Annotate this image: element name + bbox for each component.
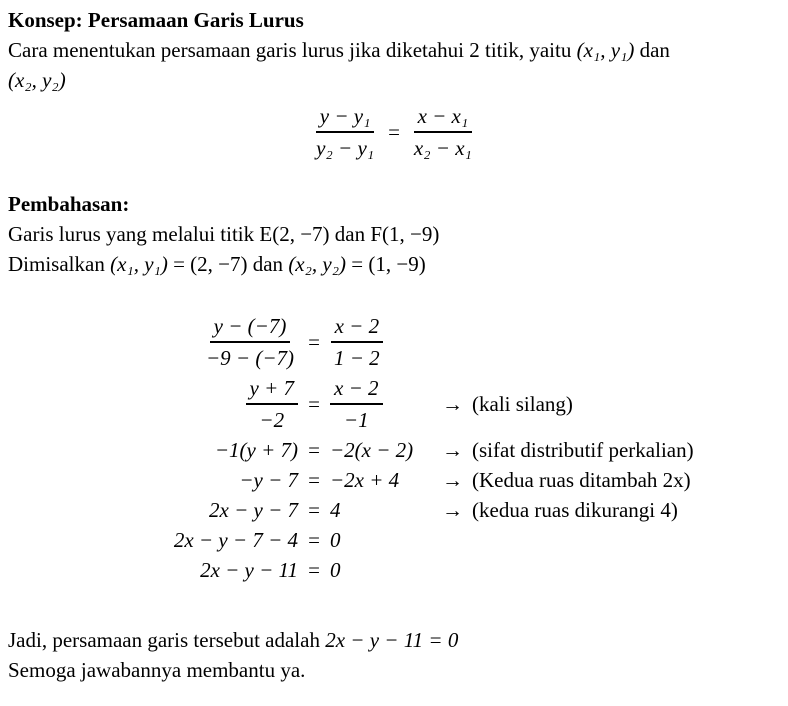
step-7 <box>8 555 780 585</box>
equation-steps <box>8 311 780 585</box>
fraction-left <box>312 101 378 163</box>
intro-line-2 <box>8 65 780 95</box>
conclusion-equation: 2x − y − 11 = 0 <box>325 628 459 652</box>
step-note <box>442 389 573 419</box>
equation-lhs: 2x − y − 7 <box>209 498 298 522</box>
fraction-numerator: y − (−7) <box>210 311 291 343</box>
step-note-text: (Kedua ruas ditambah 2x) <box>472 468 691 492</box>
assumption-math-1: (x₁, y₁) <box>110 252 168 276</box>
assumption-text-2: = (2, −7) dan <box>167 252 289 276</box>
equation-rhs: 0 <box>330 528 341 552</box>
fraction-denominator: y₂ − y₁ <box>316 136 375 160</box>
equation-rhs: 0 <box>330 558 341 582</box>
arrow-icon: → <box>442 438 463 462</box>
assumption-line <box>8 249 780 279</box>
equation-lhs: 2x − y − 11 <box>200 558 298 582</box>
step-note <box>442 495 678 525</box>
equals-sign: = <box>308 438 320 462</box>
fraction <box>202 311 298 373</box>
equals-sign: = <box>308 498 320 522</box>
equals-sign: = <box>308 468 320 492</box>
arrow-icon: → <box>442 392 463 416</box>
general-formula <box>8 101 780 163</box>
intro-math-point2: (x₂, y₂) <box>8 68 66 92</box>
step-2 <box>8 373 780 435</box>
fraction-numerator: x − 2 <box>330 373 383 405</box>
assumption-text-1: Dimisalkan <box>8 252 111 276</box>
step-note <box>442 465 691 495</box>
fraction <box>246 373 299 435</box>
conclusion-line <box>8 625 780 655</box>
fraction-numerator: x − x₁ <box>414 101 473 133</box>
equation-rhs: 4 <box>330 498 341 522</box>
intro-text: Cara menentukan persamaan garis lurus jika diketahui 2 titik, yaitu <box>8 38 577 62</box>
fraction-denominator: −1 <box>343 408 369 432</box>
step-note-text: (kali silang) <box>472 392 573 416</box>
equation-lhs: −1(y + 7) <box>214 438 298 462</box>
fraction-numerator: y − y₁ <box>316 101 375 133</box>
fraction-denominator: −2 <box>259 408 285 432</box>
conclusion-text: Jadi, persamaan garis tersebut adalah <box>8 628 326 652</box>
intro-line-1 <box>8 35 780 65</box>
given-line: Garis lurus yang melalui titik E(2, −7) dan F(1, −9) <box>8 222 440 246</box>
equation-rhs: −2(x − 2) <box>330 438 414 462</box>
step-5 <box>8 495 780 525</box>
intro-text-2: dan <box>634 38 670 62</box>
equation-lhs: −y − 7 <box>239 468 298 492</box>
step-4 <box>8 465 780 495</box>
equals-sign: = <box>308 330 320 354</box>
pembahasan-heading: Pembahasan: <box>8 192 130 216</box>
equation-lhs: 2x − y − 7 − 4 <box>173 528 298 552</box>
fraction-numerator: x − 2 <box>331 311 384 343</box>
assumption-text-3: = (1, −9) <box>346 252 426 276</box>
intro-math-point1: (x₁, y₁) <box>576 38 635 62</box>
step-note <box>442 435 694 465</box>
equals-sign: = <box>308 528 320 552</box>
equals-sign: = <box>308 392 320 416</box>
assumption-math-2: (x₂, y₂) <box>288 252 347 276</box>
fraction-numerator: y + 7 <box>246 373 299 405</box>
fraction-denominator: x₂ − x₁ <box>413 136 472 160</box>
fraction-denominator: −9 − (−7) <box>206 346 294 370</box>
equals-sign: = <box>308 558 320 582</box>
fraction-denominator: 1 − 2 <box>334 346 380 370</box>
step-1 <box>8 311 780 373</box>
equals-sign: = <box>388 120 400 144</box>
step-note-text: (kedua ruas dikurangi 4) <box>472 498 678 522</box>
arrow-icon: → <box>442 498 463 522</box>
equation-rhs: −2x + 4 <box>330 468 400 492</box>
fraction <box>330 311 384 373</box>
arrow-icon: → <box>442 468 463 492</box>
fraction <box>330 373 383 435</box>
step-6 <box>8 525 780 555</box>
step-3 <box>8 435 780 465</box>
konsep-heading: Konsep: Persamaan Garis Lurus <box>8 8 304 32</box>
fraction-right <box>410 101 476 163</box>
closing-line: Semoga jawabannya membantu ya. <box>8 658 306 682</box>
step-note-text: (sifat distributif perkalian) <box>472 438 694 462</box>
